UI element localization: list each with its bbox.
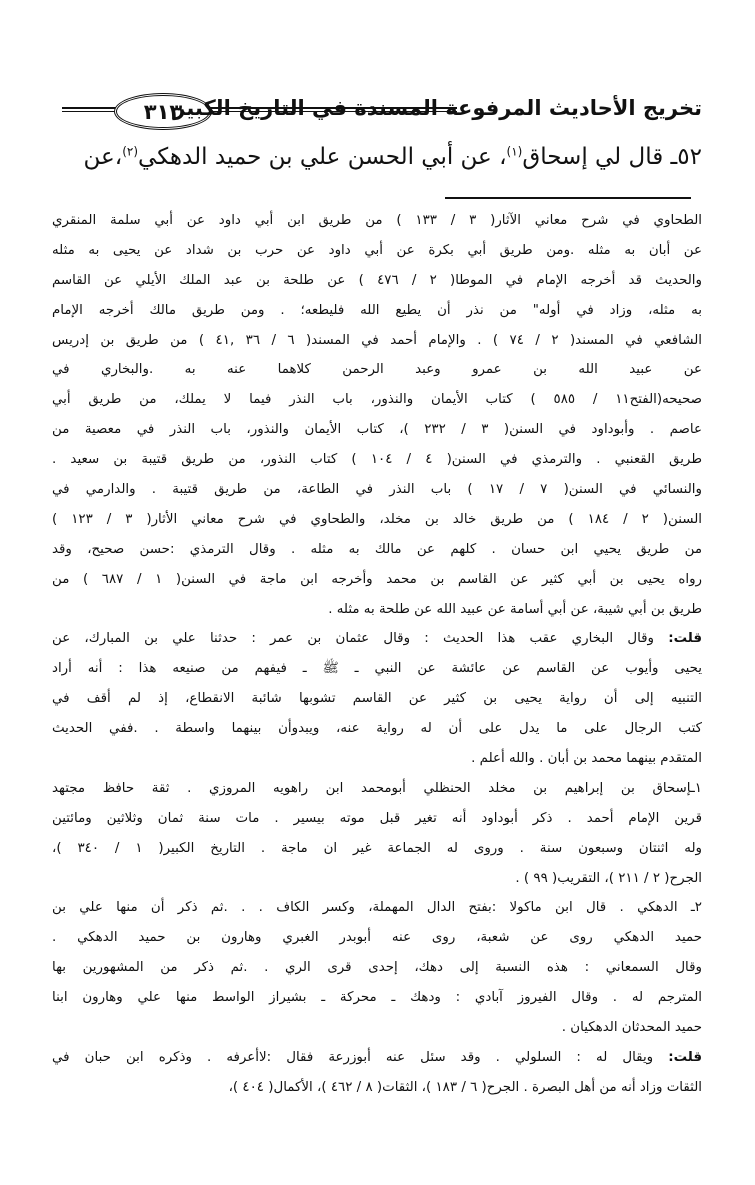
footnote-text: والنسائي في السنن( ٧ / ١٧ ) باب النذر في الطاعة، من طريق قتيبة . والدارمي في: [52, 482, 702, 498]
footnote-text: السنن( ٢ / ١٨٤ ) من طريق خالد بن مخلد، والطحاوي في شرح معاني الأثار( ٣ / ١٢٣ ): [52, 511, 702, 527]
footnote-line: [52, 206, 702, 236]
footnote-text: رواه يحيى بن أبي كثير عن القاسم بن محمد وأخرجه ابن ماجة في السنن( ١ / ٦٨٧ ) من: [52, 571, 702, 587]
footnote-text: صحيحه(الفتح١١ / ٥٨٥ ) كتاب الأيمان والنذور، باب النذر فيما لا يملك، من طريق أبي: [52, 392, 702, 408]
footnote-text: وله اثنتان وسبعون سنة . وروى له الجماعة غير ان ماجة . التاريخ الكبير( ١ / ٣٤٠ )،: [52, 840, 702, 856]
footnote-ref-1[interactable]: (١): [506, 144, 523, 159]
footnote-ref-2[interactable]: (٢): [122, 144, 139, 159]
footnote-line: [52, 505, 702, 535]
footnote-text: يحيى وأيوب عن القاسم عن عائشة عن النبي ـ ﷺ ـ فيفهم من صنيعه هذا : أنه أراد: [52, 661, 702, 677]
footnote-text: عن عبيد الله بن عمرو وعبد الرحمن كلاهما عنه به .والبخاري في: [52, 362, 702, 378]
hadith-text: [60, 144, 702, 170]
page-number: ٣١٣: [114, 93, 212, 130]
footnotes: [52, 206, 702, 1103]
footnote-line: [52, 296, 702, 326]
footnote-text: ٢ـ الدهكي . قال ابن ماكولا :بفتح الدال المهملة، وكسر الكاف . . .ثم ذكر أن منها علي بن: [52, 900, 702, 916]
footnote-text: به مثله، وزاد في أوله" من نذر أن يطيع الله فليطعه؛ . ومن طريق مالك أخرجه الإمام: [52, 302, 702, 318]
footnote-line: [52, 565, 702, 595]
footnote-text: الشافعي في المسند( ٢ / ٧٤ ) . والإمام أحمد في المسند( ٦ / ٣٦ ,٤١ ) من طريق بن إدريس: [52, 332, 702, 348]
footnote-text: الجرح( ٢ / ٢١١ )، التقريب( ٩٩ ) .: [515, 870, 702, 886]
footnote-line: [52, 893, 702, 923]
footnote-line: [52, 595, 702, 625]
footnote-line: [52, 385, 702, 415]
footnote-line: [52, 923, 702, 953]
footnote-line: [52, 1073, 702, 1103]
footnote-text: المتقدم بينهما محمد بن أبان . والله أعلم .: [471, 751, 702, 767]
footnote-line: [52, 266, 702, 296]
hadith-text-start: ٥٢ـ قال لي إسحاق: [522, 144, 702, 170]
footnote-line: [52, 864, 702, 894]
footnote-line: [52, 804, 702, 834]
hadith-text-middle: ، عن أبي الحسن علي بن حميد الدهكي: [138, 144, 507, 170]
footnote-line: [52, 714, 702, 744]
footnote-line: [52, 1013, 702, 1043]
footnote-line: [52, 624, 702, 654]
footnote-text: من طريق يحيي ابن حسان . كلهم عن مالك به مثله . وقال الترمذي :حسن صحيح، وقد: [52, 541, 702, 557]
footnote-text: ١ـإسحاق بن إبراهيم بن مخلد الحنظلي أبومحمد ابن راهويه المروزي . ثقة حافظ مجتهد: [52, 780, 702, 796]
footnote-line: [52, 535, 702, 565]
footnote-text: التنبيه إلى أن رواية يحيى بن كثير عن القاسم تشوبها شائبة الانقطاع، إذ لم أقف في: [52, 691, 702, 707]
footnote-line: [52, 445, 702, 475]
footnote-line: [52, 475, 702, 505]
footnote-text: والحديث قد أخرجه الإمام في الموطا( ٢ / ٤٧٦ ) عن طلحة بن عبد الملك الأيلي عن القاسم: [52, 272, 702, 288]
book-title: تخريج الأحاديث المرفوعة المسندة في التاريخ الكبير: [173, 96, 702, 120]
footnote-text: وقال البخاري عقب هذا الحديث : وقال عثمان بن عمر : حدثنا علي بن المبارك، عن: [52, 631, 669, 647]
footnote-line: [52, 774, 702, 804]
footnote-text: عن أبان به مثله .ومن طريق أبي بكرة عن أبي داود عن حرب بن شداد عن يحيى به مثله: [52, 242, 702, 258]
note-label: قلت:: [668, 1049, 702, 1065]
running-header: [62, 92, 702, 132]
footnote-text: وقال السمعاني : هذه النسبة إلى دهك، إحدى قرى الري . .ثم ذكر من المشهورين بها: [52, 960, 702, 976]
hadith-text-end: ،عن: [83, 144, 123, 170]
footnote-line: [52, 415, 702, 445]
footnote-line: [52, 983, 702, 1013]
footnote-text: ويقال له : السلولي . وقد سئل عنه أبوزرعة فقال :لاأعرفه . وذكره ابن حبان في: [52, 1049, 669, 1065]
footnote-line: [52, 236, 702, 266]
footnote-line: [52, 355, 702, 385]
footnote-text: الطحاوي في شرح معاني الآثار( ٣ / ١٣٣ ) من طريق ابن أبي داود عن أبي سلمة المنقري: [52, 213, 702, 228]
footnote-text: المترجم له . وقال الفيروز آبادي : ودهك ـ محركة ـ بشيراز الواسط منها علي وهارون ابنا: [52, 990, 702, 1006]
footnote-text: قرين الإمام أحمد . ذكر أبوداود أنه تغير قبل موته بيسير . مات سنة ثمان وثلاثين ومائتين: [52, 810, 702, 826]
note-label: قلت:: [668, 631, 702, 647]
footnote-separator: [445, 197, 691, 199]
footnote-line: [52, 654, 702, 684]
footnote-text: كتب الرجال على ما يدل على أن له رواية عنه، ويبدوأن بينهما واسطة . .ففي الحديث: [52, 721, 702, 737]
footnote-text: عاصم . وأبوداود في السنن( ٣ / ٢٣٢ )، كتاب الأيمان والنذور، باب النذر في معصية من: [52, 422, 702, 438]
footnote-line: [52, 744, 702, 774]
footnote-line: [52, 834, 702, 864]
footnote-text: الثقات وزاد أنه من أهل البصرة . الجرح( ٦ / ١٨٣ )، الثقات( ٨ / ٤٦٢ )، الأكمال( ٤٠٤ )،: [228, 1079, 702, 1095]
footnote-line: [52, 684, 702, 714]
footnote-line: [52, 326, 702, 356]
footnote-line: [52, 953, 702, 983]
footnote-text: حميد الدهكي روى عن شعبة، روى عنه أبوبدر الغبري وهارون بن حميد الدهكي .: [52, 930, 702, 946]
footnote-text: طريق القعنبي . والترمذي في السنن( ٤ / ١٠٤ ) كتاب النذور، من طريق قتيبة بن سعيد .: [52, 452, 702, 468]
footnote-text: طريق بن أبي شيبة، عن أبي أسامة عن عبيد الله عن طلحة به مثله .: [328, 601, 702, 617]
footnote-text: حميد المحدثان الدهكيان .: [561, 1020, 702, 1036]
footnote-line: [52, 1043, 702, 1073]
